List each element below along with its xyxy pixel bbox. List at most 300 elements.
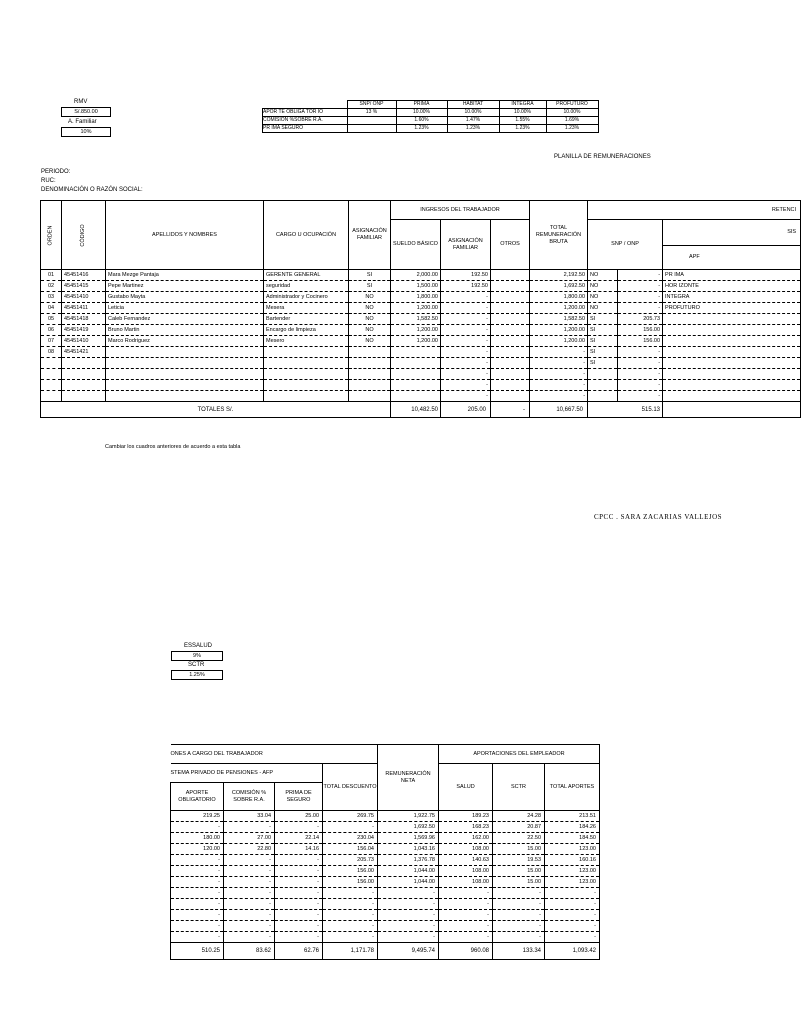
b-aporte: - xyxy=(171,877,224,888)
row-orden: 08 xyxy=(41,347,62,358)
b-comision: - xyxy=(224,910,275,921)
rates-header: PRIMA xyxy=(396,101,447,109)
row-cargo: Mesero xyxy=(264,336,349,347)
b-aportes: 123.00 xyxy=(545,866,600,877)
b-total: 230.04 xyxy=(323,833,378,844)
rates-header: HABITAT xyxy=(447,101,499,109)
b-prima: - xyxy=(275,910,323,921)
b-salud: - xyxy=(439,899,493,910)
header-asig: ASIGNACIÓN FAMILIAR xyxy=(349,201,391,270)
header-prima: PRIMA DE SEGURO xyxy=(275,783,323,811)
b-comision: - xyxy=(224,899,275,910)
periodo-label: PERIODO: xyxy=(41,169,71,175)
b-aporte: 180.00 xyxy=(171,833,224,844)
row-asig-fam: - xyxy=(441,314,491,325)
bt-sctr: 133.34 xyxy=(493,943,545,960)
row-codigo: 45451421 xyxy=(62,347,106,358)
header-sistema: STEMA PRIVADO DE PENSIONES - AFP xyxy=(171,764,323,783)
b-salud: - xyxy=(439,910,493,921)
row-snp: SI xyxy=(588,325,618,336)
table-row xyxy=(41,369,801,380)
row-total: 1,200.00 xyxy=(530,303,588,314)
header-comision: COMISIÓN % SOBRE R.A. xyxy=(224,783,275,811)
row-asig-fam: - xyxy=(441,380,491,391)
b-aporte: 120.00 xyxy=(171,844,224,855)
row-nombre xyxy=(106,391,264,402)
row-codigo xyxy=(62,358,106,369)
rates-row xyxy=(263,109,599,117)
b-comision: - xyxy=(224,932,275,943)
row-cargo: seguridad xyxy=(264,281,349,292)
b-sctr: 22.50 xyxy=(493,833,545,844)
rmv-label: RMV xyxy=(74,99,88,105)
bt-comision: 83.62 xyxy=(224,943,275,960)
b-sctr: - xyxy=(493,921,545,932)
rates-row-label: COMISION %SOBRE R.A. xyxy=(263,117,348,125)
b-aporte: 219.25 xyxy=(171,811,224,822)
row-apf xyxy=(663,347,801,358)
b-total: - xyxy=(323,932,378,943)
table-row xyxy=(171,822,600,833)
b-aportes: - xyxy=(545,888,600,899)
table-row xyxy=(41,358,801,369)
row-cargo xyxy=(264,358,349,369)
b-sctr: 19.53 xyxy=(493,855,545,866)
table-row xyxy=(171,844,600,855)
row-sueldo: 1,200.00 xyxy=(391,303,441,314)
row-asig-fam: - xyxy=(441,347,491,358)
bottom-totals-row xyxy=(171,943,600,960)
header-cargo: CARGO U OCUPACIÓN xyxy=(264,201,349,270)
b-aportes: - xyxy=(545,921,600,932)
row-apf: INTEGRA xyxy=(663,292,801,303)
table-row xyxy=(41,325,801,336)
row-apf: PR IMA xyxy=(663,270,801,281)
row-cargo xyxy=(264,369,349,380)
b-salud: 108.00 xyxy=(439,877,493,888)
row-cargo: Bartender xyxy=(264,314,349,325)
b-prima: - xyxy=(275,822,323,833)
row-asig: NO xyxy=(349,336,391,347)
row-snp-val: - xyxy=(618,281,663,292)
rates-cell: 10.00% xyxy=(546,109,598,117)
b-aportes: - xyxy=(545,932,600,943)
row-snp: SI xyxy=(588,347,618,358)
row-apf: PROFUTURO xyxy=(663,303,801,314)
row-asig xyxy=(349,380,391,391)
header-sis: SIS xyxy=(663,220,801,246)
row-nombre: Pepe Martinez xyxy=(106,281,264,292)
row-cargo xyxy=(264,380,349,391)
row-sueldo xyxy=(391,358,441,369)
rates-table xyxy=(262,100,599,133)
b-neta: - xyxy=(378,899,439,910)
b-sctr: - xyxy=(493,932,545,943)
table-row xyxy=(41,281,801,292)
b-neta: - xyxy=(378,888,439,899)
row-otros xyxy=(491,391,530,402)
row-nombre xyxy=(106,347,264,358)
b-comision: - xyxy=(224,877,275,888)
b-aporte: - xyxy=(171,899,224,910)
rates-cell: 1.23% xyxy=(546,125,598,133)
row-orden: 03 xyxy=(41,292,62,303)
b-comision: 27.00 xyxy=(224,833,275,844)
b-aportes: 213.51 xyxy=(545,811,600,822)
row-asig-fam: - xyxy=(441,325,491,336)
header-codigo: CÓDIGO xyxy=(62,201,106,270)
b-salud: 108.00 xyxy=(439,866,493,877)
row-total: - xyxy=(530,347,588,358)
header-asig-fam: ASIGNACIÓN FAMILIAR xyxy=(441,220,491,270)
signature-text: CPCC . SARA ZACARIAS VALLEJOS xyxy=(594,513,723,521)
header-aporte: APORTE OBLIGATORIO xyxy=(171,783,224,811)
row-asig: SI xyxy=(349,270,391,281)
bottom-table xyxy=(170,744,600,960)
b-salud: - xyxy=(439,932,493,943)
row-asig xyxy=(349,347,391,358)
b-sctr: 15.00 xyxy=(493,866,545,877)
b-prima: 22.14 xyxy=(275,833,323,844)
row-asig xyxy=(349,369,391,380)
b-total: - xyxy=(323,822,378,833)
row-sueldo: 1,582.50 xyxy=(391,314,441,325)
row-cargo xyxy=(264,391,349,402)
bt-neta: 9,495.74 xyxy=(378,943,439,960)
rates-cell: 10.00% xyxy=(499,109,546,117)
row-otros xyxy=(491,380,530,391)
header-total: TOTAL REMUNERACIÓN BRUTA xyxy=(530,201,588,270)
rates-cell: 1.23% xyxy=(396,125,447,133)
table-row xyxy=(171,866,600,877)
table-row xyxy=(171,910,600,921)
b-salud: 189.23 xyxy=(439,811,493,822)
header-sueldo: SUELDO BÁSICO xyxy=(391,220,441,270)
row-snp xyxy=(588,391,618,402)
totals-otros: - xyxy=(491,402,530,418)
totals-apf xyxy=(663,402,801,418)
b-prima: - xyxy=(275,877,323,888)
row-asig: NO xyxy=(349,303,391,314)
b-neta: 1,692.50 xyxy=(378,822,439,833)
ruc-label: RUC: xyxy=(41,178,56,184)
row-orden: 06 xyxy=(41,325,62,336)
table-row xyxy=(41,380,801,391)
row-otros xyxy=(491,358,530,369)
row-asig-fam: - xyxy=(441,303,491,314)
row-snp-val: - xyxy=(618,292,663,303)
b-neta: 1,569.96 xyxy=(378,833,439,844)
row-codigo xyxy=(62,391,106,402)
row-snp-val: - xyxy=(618,380,663,391)
b-sctr: 15.00 xyxy=(493,844,545,855)
row-snp: SI xyxy=(588,358,618,369)
header-snp: SNP / ONP xyxy=(588,220,663,270)
b-neta: 1,043.16 xyxy=(378,844,439,855)
row-nombre: Marco Rodriguez xyxy=(106,336,264,347)
row-snp-val: - xyxy=(618,391,663,402)
row-snp: NO xyxy=(588,270,618,281)
row-snp-val: 156.00 xyxy=(618,336,663,347)
header-retenc: RETENCI xyxy=(588,201,801,220)
row-apf xyxy=(663,336,801,347)
rates-cell: 10.00% xyxy=(447,109,499,117)
row-total: - xyxy=(530,380,588,391)
totals-total: 10,667.50 xyxy=(530,402,588,418)
rates-cell: 10.00% xyxy=(396,109,447,117)
b-salud: 140.63 xyxy=(439,855,493,866)
header-orden: ORDEN xyxy=(41,201,62,270)
row-codigo xyxy=(62,380,106,391)
row-asig xyxy=(349,391,391,402)
row-orden xyxy=(41,358,62,369)
sctr-value: 1.25% xyxy=(171,670,223,680)
row-nombre xyxy=(106,369,264,380)
row-asig: NO xyxy=(349,314,391,325)
row-asig-fam: - xyxy=(441,292,491,303)
row-orden: 02 xyxy=(41,281,62,292)
b-aportes: 123.00 xyxy=(545,844,600,855)
row-snp: SI xyxy=(588,314,618,325)
table-row xyxy=(171,811,600,822)
b-prima: - xyxy=(275,866,323,877)
b-aporte: - xyxy=(171,921,224,932)
table-row xyxy=(171,921,600,932)
table-row xyxy=(171,855,600,866)
b-neta: - xyxy=(378,910,439,921)
row-sueldo xyxy=(391,380,441,391)
row-total: 1,200.00 xyxy=(530,325,588,336)
row-snp: NO xyxy=(588,292,618,303)
row-asig: NO xyxy=(349,292,391,303)
rates-row xyxy=(263,117,599,125)
essalud-label: ESSALUD xyxy=(184,643,213,649)
row-sueldo: 2,000.00 xyxy=(391,270,441,281)
row-snp-val: - xyxy=(618,347,663,358)
rates-cell xyxy=(347,125,396,133)
row-apf: HOR IZONTE xyxy=(663,281,801,292)
b-sctr: - xyxy=(493,910,545,921)
b-aportes: 184.50 xyxy=(545,833,600,844)
row-asig-fam: 192.50 xyxy=(441,281,491,292)
row-snp-val: - xyxy=(618,270,663,281)
row-apf xyxy=(663,314,801,325)
row-asig xyxy=(349,358,391,369)
b-aportes: 123.00 xyxy=(545,877,600,888)
row-asig: SI xyxy=(349,281,391,292)
b-aporte: - xyxy=(171,822,224,833)
row-apf xyxy=(663,369,801,380)
denominacion-label: DENOMINACIÓN O RAZÓN SOCIAL: xyxy=(41,187,143,193)
row-codigo: 45451418 xyxy=(62,314,106,325)
b-prima: - xyxy=(275,855,323,866)
row-sueldo xyxy=(391,391,441,402)
b-comision: - xyxy=(224,888,275,899)
table-row xyxy=(171,833,600,844)
row-otros xyxy=(491,347,530,358)
b-comision: - xyxy=(224,822,275,833)
b-comision: - xyxy=(224,866,275,877)
table-row xyxy=(41,303,801,314)
b-aportes: - xyxy=(545,910,600,921)
header-total-aportes: TOTAL APORTES xyxy=(545,764,600,811)
row-sueldo xyxy=(391,347,441,358)
table-row xyxy=(41,270,801,281)
row-total: - xyxy=(530,358,588,369)
row-total: 1,692.50 xyxy=(530,281,588,292)
row-asig-fam: - xyxy=(441,391,491,402)
row-otros xyxy=(491,314,530,325)
b-prima: 14.16 xyxy=(275,844,323,855)
row-orden: 01 xyxy=(41,270,62,281)
row-sueldo xyxy=(391,369,441,380)
rates-row xyxy=(263,125,599,133)
b-total: 205.73 xyxy=(323,855,378,866)
rates-cell: 1.23% xyxy=(499,125,546,133)
note-text: Cambiar los cuadros anteriores de acuerdo a esta tabla xyxy=(105,444,241,450)
row-snp-val: - xyxy=(618,358,663,369)
b-neta: 1,376.78 xyxy=(378,855,439,866)
row-otros xyxy=(491,369,530,380)
header-aportaciones: APORTACIONES DEL EMPLEADOR xyxy=(439,745,600,764)
b-total: - xyxy=(323,899,378,910)
table-row xyxy=(171,932,600,943)
sctr-label: SCTR xyxy=(188,662,205,668)
row-sueldo: 1,200.00 xyxy=(391,336,441,347)
header-ingresos: INGRESOS DEL TRABAJADOR xyxy=(391,201,530,220)
row-otros xyxy=(491,325,530,336)
row-snp: NO xyxy=(588,281,618,292)
row-otros xyxy=(491,336,530,347)
b-salud: - xyxy=(439,888,493,899)
header-salud: SALUD xyxy=(439,764,493,811)
rmv-value: S/.850.00 xyxy=(61,107,111,117)
b-neta: 1,044.00 xyxy=(378,866,439,877)
table-row xyxy=(41,292,801,303)
afam-value: 10% xyxy=(61,127,111,137)
header-total-desc: TOTAL DESCUENTO xyxy=(323,764,378,811)
table-row xyxy=(171,899,600,910)
row-sueldo: 1,200.00 xyxy=(391,325,441,336)
row-codigo: 45451410 xyxy=(62,292,106,303)
row-nombre xyxy=(106,380,264,391)
row-orden: 07 xyxy=(41,336,62,347)
b-total: - xyxy=(323,888,378,899)
row-total: 1,582.50 xyxy=(530,314,588,325)
row-apf xyxy=(663,380,801,391)
row-snp-val: - xyxy=(618,369,663,380)
rates-cell: 1.69% xyxy=(546,117,598,125)
b-aporte: - xyxy=(171,888,224,899)
row-snp-val: - xyxy=(618,303,663,314)
rates-cell xyxy=(347,117,396,125)
row-asig-fam: 192.50 xyxy=(441,270,491,281)
table-row xyxy=(41,336,801,347)
b-neta: - xyxy=(378,921,439,932)
b-sctr: 15.00 xyxy=(493,877,545,888)
row-total: 2,192.50 xyxy=(530,270,588,281)
row-apf xyxy=(663,325,801,336)
row-snp xyxy=(588,369,618,380)
header-apf: APF xyxy=(663,246,801,270)
row-apf xyxy=(663,358,801,369)
row-snp: NO xyxy=(588,303,618,314)
row-sueldo: 1,500.00 xyxy=(391,281,441,292)
row-codigo xyxy=(62,369,106,380)
rates-cell: 1.55% xyxy=(499,117,546,125)
row-orden: 04 xyxy=(41,303,62,314)
row-cargo: GERENTE GENERAL xyxy=(264,270,349,281)
totals-asig-fam: 205.00 xyxy=(441,402,491,418)
bt-salud: 960.08 xyxy=(439,943,493,960)
b-total: 156.00 xyxy=(323,866,378,877)
b-total: - xyxy=(323,910,378,921)
row-asig-fam: - xyxy=(441,358,491,369)
b-total: 156.00 xyxy=(323,877,378,888)
b-total: - xyxy=(323,921,378,932)
b-prima: - xyxy=(275,921,323,932)
row-nombre: Caleb Fernandez xyxy=(106,314,264,325)
row-otros xyxy=(491,270,530,281)
b-comision: 33.04 xyxy=(224,811,275,822)
row-total: - xyxy=(530,391,588,402)
header-nombres: APELLIDOS Y NOMBRES xyxy=(106,201,264,270)
row-orden xyxy=(41,380,62,391)
bt-total: 1,171.78 xyxy=(323,943,378,960)
table-row xyxy=(41,391,801,402)
row-nombre: Mara Mezge Pantaja xyxy=(106,270,264,281)
header-sctr: SCTR xyxy=(493,764,545,811)
row-orden xyxy=(41,391,62,402)
row-orden: 05 xyxy=(41,314,62,325)
row-snp-val: 205.73 xyxy=(618,314,663,325)
planilla-title: PLANILLA DE REMUNERACIONES xyxy=(554,154,651,160)
row-nombre: Bruno Martin xyxy=(106,325,264,336)
row-snp-val: 156.00 xyxy=(618,325,663,336)
b-salud: 168.23 xyxy=(439,822,493,833)
header-retenciones: ONES A CARGO DEL TRABAJADOR xyxy=(171,745,378,764)
rates-row-label: PR IMA SEGURO xyxy=(263,125,348,133)
rates-header: INTEGRA xyxy=(499,101,546,109)
row-codigo: 45451410 xyxy=(62,336,106,347)
row-nombre xyxy=(106,358,264,369)
b-sctr: 20.87 xyxy=(493,822,545,833)
b-sctr: 24.28 xyxy=(493,811,545,822)
table-row xyxy=(41,314,801,325)
row-otros xyxy=(491,292,530,303)
row-total: 1,800.00 xyxy=(530,292,588,303)
b-prima: - xyxy=(275,899,323,910)
rates-cell: 1.47% xyxy=(447,117,499,125)
row-otros xyxy=(491,281,530,292)
rates-header: SNP/ ONP xyxy=(347,101,396,109)
header-neta: REMUNERACIÓN NETA xyxy=(378,745,439,811)
row-orden xyxy=(41,369,62,380)
bottom-table-wrapper xyxy=(170,744,600,961)
b-total: 269.75 xyxy=(323,811,378,822)
totals-sueldo: 10,482.50 xyxy=(391,402,441,418)
b-comision: 22.80 xyxy=(224,844,275,855)
rates-cell: 1.60% xyxy=(396,117,447,125)
b-salud: - xyxy=(439,921,493,932)
b-neta: 1,922.75 xyxy=(378,811,439,822)
rates-cell: 13 % xyxy=(347,109,396,117)
row-asig-fam: - xyxy=(441,336,491,347)
rates-header: PROFUTURO xyxy=(546,101,598,109)
bt-prima: 62.76 xyxy=(275,943,323,960)
b-aporte: - xyxy=(171,855,224,866)
header-otros: OTROS xyxy=(491,220,530,270)
